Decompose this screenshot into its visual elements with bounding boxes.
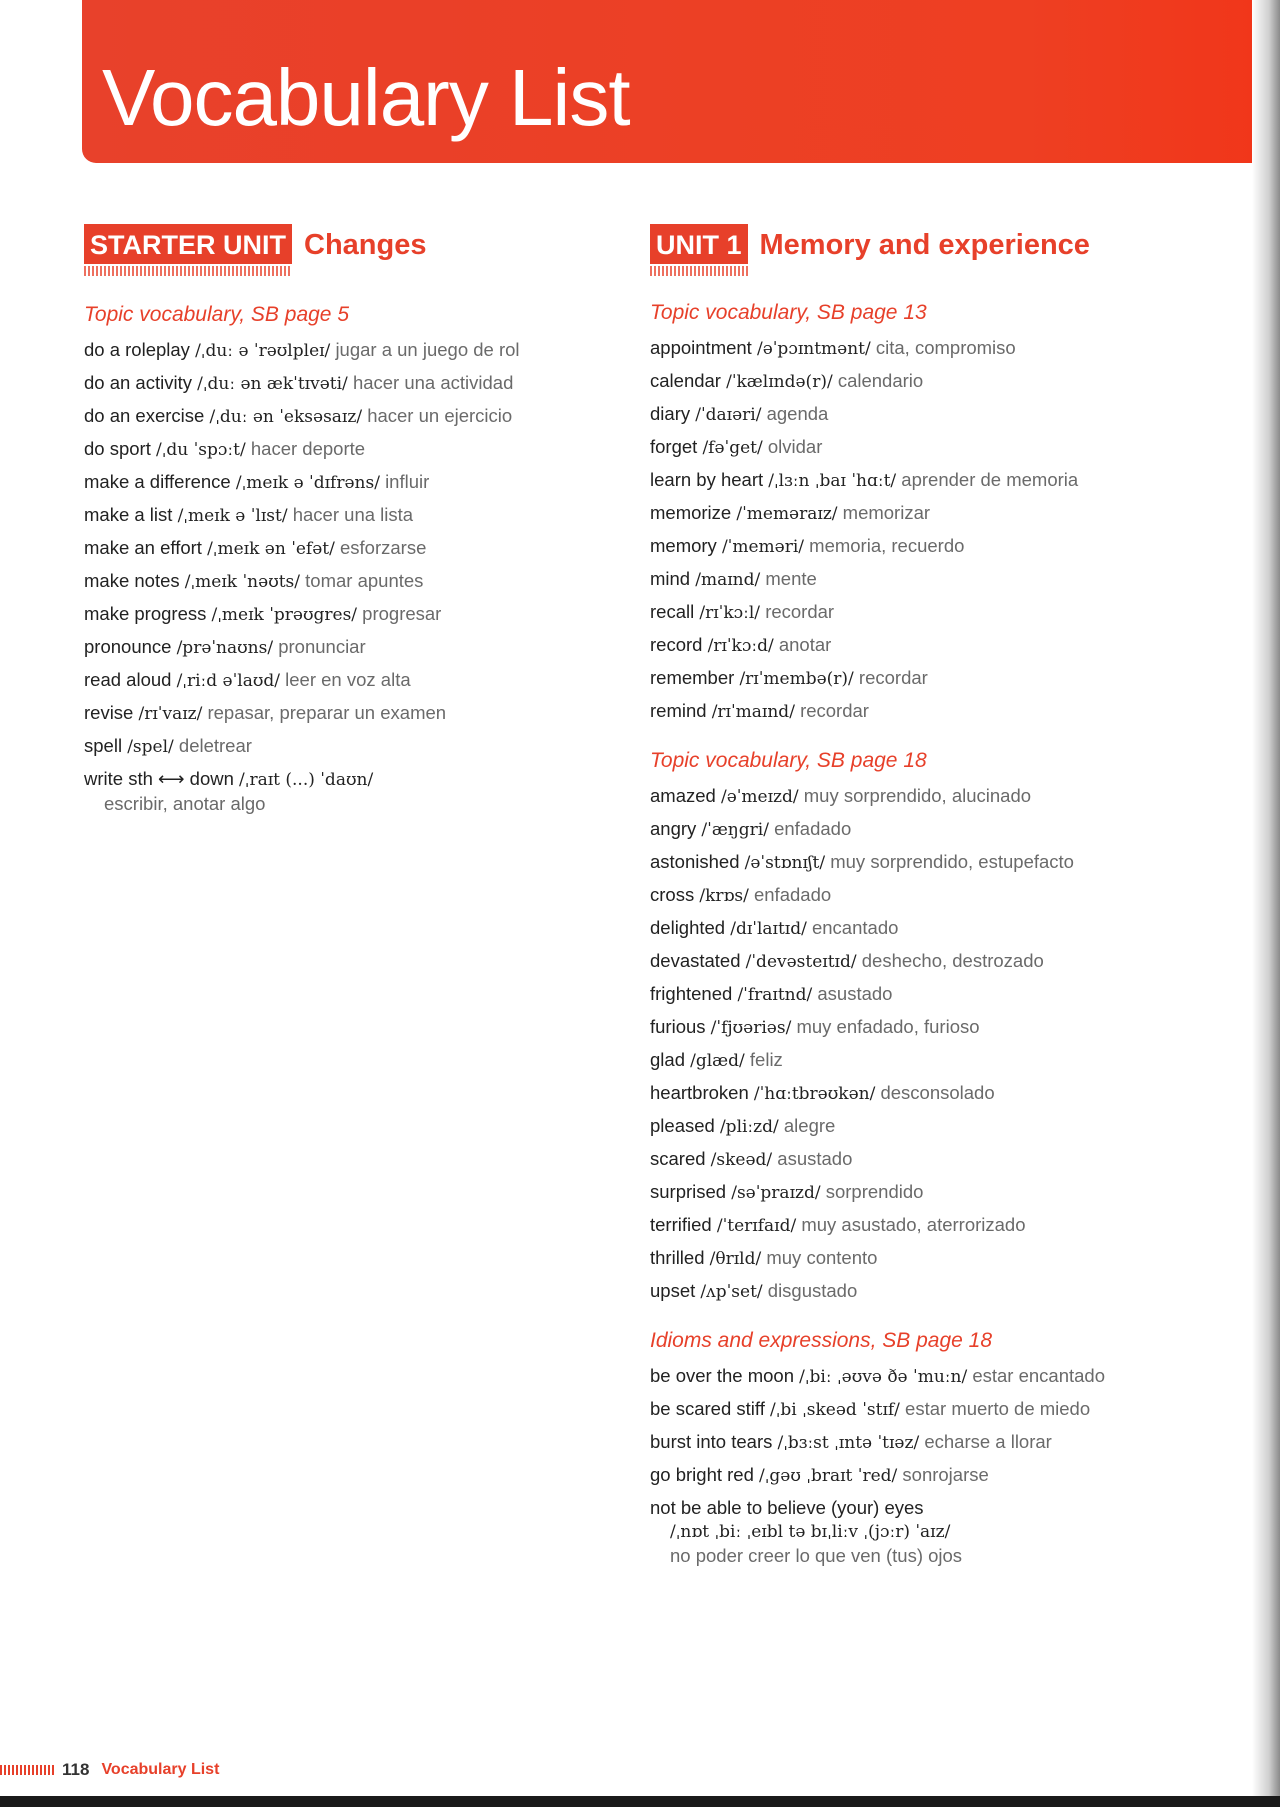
vocab-ipa: /ˌduː ən ˈeksəsaɪz/ xyxy=(209,407,363,427)
vocab-entry xyxy=(650,1426,1250,1459)
section-title: Idioms and expressions, SB page 18 xyxy=(650,1329,993,1352)
vocab-translation: escribir, anotar algo xyxy=(104,793,266,814)
vocab-word: frightened xyxy=(650,983,733,1004)
vocab-entry xyxy=(84,466,604,499)
entry-list xyxy=(84,334,604,820)
unit-title: Changes xyxy=(304,229,427,261)
vocab-word: delighted xyxy=(650,917,726,938)
vocab-entry xyxy=(650,365,1250,398)
vocab-ipa: /rɪˈkɔːl/ xyxy=(699,603,761,623)
unit-dots xyxy=(84,266,292,276)
page-title: Vocabulary List xyxy=(102,53,630,142)
vocab-entry xyxy=(650,662,1250,695)
vocab-entry xyxy=(650,1143,1250,1176)
vocab-entry xyxy=(84,697,604,730)
footer-label: Vocabulary List xyxy=(101,1761,220,1778)
vocab-word: memorize xyxy=(650,502,732,523)
vocab-ipa: /ˌgəʊ ˌbraɪt ˈred/ xyxy=(759,1466,898,1486)
right-column xyxy=(650,224,1250,1572)
vocab-word: mind xyxy=(650,568,691,589)
vocab-entry xyxy=(650,1459,1250,1492)
vocab-ipa: /ˌduː ə ˈrəʊlpleɪ/ xyxy=(195,341,331,361)
vocab-word: forget xyxy=(650,436,698,457)
vocab-word: spell xyxy=(84,735,123,756)
vocab-entry xyxy=(650,912,1250,945)
left-column xyxy=(84,224,604,820)
vocab-translation: sorprendido xyxy=(825,1181,924,1202)
vocab-translation: muy asustado, aterrorizado xyxy=(801,1214,1026,1235)
vocab-ipa: /əˈpɔɪntmənt/ xyxy=(756,339,871,359)
vocab-word: do sport xyxy=(84,438,151,459)
vocab-translation: anotar xyxy=(778,634,832,655)
vocab-entry xyxy=(650,1077,1250,1110)
vocab-translation: alegre xyxy=(783,1115,836,1136)
vocab-entry xyxy=(650,1242,1250,1275)
unit-tag: UNIT 1 xyxy=(650,224,748,264)
vocab-word: scared xyxy=(650,1148,706,1169)
vocab-word: terrified xyxy=(650,1214,712,1235)
vocab-word: cross xyxy=(650,884,695,905)
vocab-translation: progresar xyxy=(362,603,442,624)
vocab-translation: enfadado xyxy=(753,884,832,905)
vocab-word: make an effort xyxy=(84,537,202,558)
vocab-translation: disgustado xyxy=(767,1280,858,1301)
vocab-ipa: /əˈmeɪzd/ xyxy=(720,787,799,807)
section xyxy=(84,302,604,820)
vocab-word: devastated xyxy=(650,950,741,971)
vocab-entry xyxy=(650,813,1250,846)
vocab-entry xyxy=(84,532,604,565)
vocab-ipa: /ˈfjʊəriəs/ xyxy=(710,1018,792,1038)
page-number: 118 xyxy=(62,1760,90,1779)
vocab-ipa: /ˌdu ˈspɔːt/ xyxy=(156,440,246,460)
vocab-entry xyxy=(650,332,1250,365)
vocab-word: do a roleplay xyxy=(84,339,190,360)
vocab-translation: hacer una lista xyxy=(292,504,414,525)
vocab-entry xyxy=(650,1209,1250,1242)
vocab-entry xyxy=(84,631,604,664)
vocab-ipa: /ˈdevəsteɪtɪd/ xyxy=(745,952,857,972)
vocab-entry xyxy=(650,879,1250,912)
vocab-translation: enfadado xyxy=(774,818,852,839)
vocab-translation: asustado xyxy=(817,983,893,1004)
vocab-ipa: /ˌbi ˌskeəd ˈstɪf/ xyxy=(769,1400,900,1420)
vocab-entry xyxy=(650,563,1250,596)
vocab-word: thrilled xyxy=(650,1247,705,1268)
vocab-translation: estar encantado xyxy=(972,1365,1105,1386)
vocab-word: be scared stiff xyxy=(650,1398,765,1419)
vocab-word: make progress xyxy=(84,603,207,624)
vocab-translation: muy contento xyxy=(766,1247,878,1268)
header-banner xyxy=(82,0,1262,163)
vocab-word: pleased xyxy=(650,1115,715,1136)
vocab-ipa: /ˌriːd əˈlaʊd/ xyxy=(176,671,281,691)
vocab-entry xyxy=(84,400,604,433)
vocab-ipa: /ˌmeɪk ˈprəʊgres/ xyxy=(211,605,358,625)
vocab-entry xyxy=(650,978,1250,1011)
vocab-ipa: /ˈfraɪtnd/ xyxy=(737,985,813,1005)
vocab-translation: echarse a llorar xyxy=(924,1431,1052,1452)
section-gap xyxy=(650,728,1250,748)
vocab-translation: pronunciar xyxy=(278,636,366,657)
vocab-word: pronounce xyxy=(84,636,172,657)
section-title: Topic vocabulary, SB page 13 xyxy=(650,301,927,324)
unit-tag: STARTER UNIT xyxy=(84,224,292,264)
section xyxy=(650,748,1250,1308)
vocab-ipa: /ˌbɜːst ˌɪntə ˈtɪəz/ xyxy=(777,1433,920,1453)
vocab-word: remember xyxy=(650,667,735,688)
vocab-entry xyxy=(650,780,1250,813)
vocab-ipa: /ˌmeɪk ˈnəʊts/ xyxy=(184,572,301,592)
vocab-word: not be able to believe (your) eyes xyxy=(650,1497,924,1518)
vocab-ipa: /ˌmeɪk ən ˈefət/ xyxy=(207,539,335,559)
vocab-word: make a difference xyxy=(84,471,231,492)
vocab-entry xyxy=(650,1275,1250,1308)
vocab-word: read aloud xyxy=(84,669,172,690)
vocab-word: make notes xyxy=(84,570,180,591)
vocab-translation: memorizar xyxy=(842,502,931,523)
vocab-ipa: /səˈpraɪzd/ xyxy=(731,1183,821,1203)
footer-dots xyxy=(0,1765,56,1775)
vocab-translation: hacer una actividad xyxy=(352,372,514,393)
vocab-entry xyxy=(650,464,1250,497)
vocab-translation: esforzarse xyxy=(340,537,427,558)
unit-heading xyxy=(650,224,1250,284)
vocab-word: be over the moon xyxy=(650,1365,794,1386)
vocab-entry xyxy=(650,431,1250,464)
vocab-ipa: /spel/ xyxy=(127,737,174,757)
bottom-scan-edge xyxy=(0,1796,1280,1807)
vocab-entry xyxy=(84,565,604,598)
entry-list xyxy=(650,332,1250,728)
vocab-ipa: /maɪnd/ xyxy=(695,570,761,590)
vocab-translation: hacer deporte xyxy=(250,438,366,459)
vocab-translation: desconsolado xyxy=(880,1082,995,1103)
vocab-ipa: /rɪˈmembə(r)/ xyxy=(739,669,854,689)
vocab-word: appointment xyxy=(650,337,752,358)
vocab-word: go bright red xyxy=(650,1464,754,1485)
vocab-translation: feliz xyxy=(749,1049,783,1070)
vocab-ipa: /skeəd/ xyxy=(710,1150,773,1170)
vocab-entry xyxy=(650,1176,1250,1209)
vocab-ipa: /ˌduː ən ækˈtɪvəti/ xyxy=(197,374,348,394)
vocab-translation: muy sorprendido, alucinado xyxy=(803,785,1032,806)
vocab-translation: influir xyxy=(385,471,430,492)
vocab-entry xyxy=(650,695,1250,728)
vocab-ipa: /ʌpˈset/ xyxy=(700,1282,763,1302)
page-footer xyxy=(0,1757,219,1783)
vocab-entry xyxy=(650,398,1250,431)
vocab-ipa: /ˈhɑːtbrəʊkən/ xyxy=(753,1084,876,1104)
vocab-entry xyxy=(650,1011,1250,1044)
vocab-entry xyxy=(650,1360,1250,1393)
vocab-translation: olvidar xyxy=(767,436,823,457)
vocab-word: surprised xyxy=(650,1181,727,1202)
entry-list xyxy=(650,780,1250,1308)
vocab-word: do an exercise xyxy=(84,405,205,426)
vocab-word: angry xyxy=(650,818,697,839)
vocab-entry xyxy=(84,763,604,820)
vocab-translation: deshecho, destrozado xyxy=(861,950,1044,971)
vocab-translation: mente xyxy=(765,568,817,589)
vocab-entry xyxy=(84,433,604,466)
vocab-ipa: /rɪˈmaɪnd/ xyxy=(711,702,795,722)
section xyxy=(650,300,1250,728)
vocab-word: revise xyxy=(84,702,134,723)
vocab-ipa: /krɒs/ xyxy=(699,886,749,906)
vocab-ipa: /glæd/ xyxy=(690,1051,745,1071)
vocab-ipa: /ˌmeɪk ə ˈlɪst/ xyxy=(177,506,288,526)
vocab-entry xyxy=(650,1492,1250,1572)
vocab-word: learn by heart xyxy=(650,469,764,490)
vocab-translation: asustado xyxy=(777,1148,853,1169)
vocab-ipa: /ˌmeɪk ə ˈdɪfrəns/ xyxy=(235,473,380,493)
vocab-translation: muy enfadado, furioso xyxy=(796,1016,980,1037)
vocab-ipa: /ˌraɪt (...) ˈdaʊn/ xyxy=(239,770,374,790)
vocab-word: calendar xyxy=(650,370,721,391)
unit-tag-wrap xyxy=(650,224,748,276)
section-title: Topic vocabulary, SB page 18 xyxy=(650,749,927,772)
vocab-entry xyxy=(84,730,604,763)
vocab-word: write sth ⟷ down xyxy=(84,768,234,789)
vocab-ipa: /prəˈnaʊns/ xyxy=(176,638,274,658)
vocab-word: remind xyxy=(650,700,707,721)
vocab-translation: repasar, preparar un examen xyxy=(207,702,447,723)
vocab-ipa: /ˌlɜːn ˌbaɪ ˈhɑːt/ xyxy=(768,471,897,491)
vocab-translation: encantado xyxy=(811,917,899,938)
vocab-ipa: /ˈkælɪndə(r)/ xyxy=(726,372,833,392)
entry-list xyxy=(650,1360,1250,1572)
vocab-word: burst into tears xyxy=(650,1431,773,1452)
vocab-ipa: /ˈmeməri/ xyxy=(721,537,805,557)
vocab-ipa: /rɪˈvaɪz/ xyxy=(138,704,203,724)
vocab-ipa: /fəˈget/ xyxy=(702,438,763,458)
vocab-entry xyxy=(650,629,1250,662)
vocab-word: memory xyxy=(650,535,717,556)
vocab-translation: calendario xyxy=(837,370,924,391)
vocab-word: heartbroken xyxy=(650,1082,749,1103)
vocab-entry xyxy=(650,846,1250,879)
vocab-ipa: /ˌnɒt ˌbiː ˌeɪbl tə bɪˌliːv ˌ(jɔːr) ˈaɪz/ xyxy=(670,1522,951,1542)
section-gap xyxy=(650,1308,1250,1328)
vocab-translation: cita, compromiso xyxy=(875,337,1016,358)
section xyxy=(650,1328,1250,1572)
vocab-word: amazed xyxy=(650,785,716,806)
section-title: Topic vocabulary, SB page 5 xyxy=(84,303,350,326)
vocab-ipa: /ˈmeməraɪz/ xyxy=(736,504,838,524)
vocab-entry xyxy=(650,530,1250,563)
vocab-translation: leer en voz alta xyxy=(285,669,411,690)
unit-tag-wrap xyxy=(84,224,292,276)
vocab-translation: muy sorprendido, estupefacto xyxy=(830,851,1074,872)
vocab-ipa: /pliːzd/ xyxy=(719,1117,779,1137)
vocab-word: astonished xyxy=(650,851,740,872)
vocab-entry xyxy=(650,497,1250,530)
vocab-ipa: /ˈæŋgri/ xyxy=(701,820,769,840)
vocab-ipa: /ˈdaɪəri/ xyxy=(695,405,762,425)
vocab-word: upset xyxy=(650,1280,696,1301)
vocab-translation: memoria, recuerdo xyxy=(809,535,965,556)
vocab-entry xyxy=(84,334,604,367)
unit-heading xyxy=(84,224,604,284)
vocab-entry xyxy=(650,1393,1250,1426)
vocab-ipa: /ˌbiː ˌəʊvə ðə ˈmuːn/ xyxy=(799,1367,968,1387)
vocab-entry xyxy=(84,664,604,697)
vocab-ipa: /ˈterɪfaɪd/ xyxy=(716,1216,797,1236)
vocab-translation: aprender de memoria xyxy=(901,469,1079,490)
vocab-entry xyxy=(84,499,604,532)
vocab-word: diary xyxy=(650,403,691,424)
vocab-word: record xyxy=(650,634,703,655)
vocab-ipa: /əˈstɒnɪʃt/ xyxy=(744,853,826,873)
vocab-entry xyxy=(650,1110,1250,1143)
vocab-translation: tomar apuntes xyxy=(305,570,424,591)
vocab-entry xyxy=(84,598,604,631)
vocab-word: recall xyxy=(650,601,695,622)
vocab-translation: recordar xyxy=(800,700,869,721)
vocab-translation: agenda xyxy=(766,403,829,424)
vocab-translation: estar muerto de miedo xyxy=(905,1398,1091,1419)
vocab-translation: recordar xyxy=(765,601,835,622)
vocab-ipa: /rɪˈkɔːd/ xyxy=(707,636,774,656)
vocab-ipa: /dɪˈlaɪtɪd/ xyxy=(730,919,807,939)
vocab-translation: hacer un ejercicio xyxy=(367,405,513,426)
vocab-translation: deletrear xyxy=(178,735,252,756)
vocab-translation: recordar xyxy=(858,667,928,688)
vocab-word: make a list xyxy=(84,504,173,525)
vocab-word: furious xyxy=(650,1016,706,1037)
vocab-entry xyxy=(650,1044,1250,1077)
vocab-ipa: /θrɪld/ xyxy=(709,1249,762,1269)
vocab-translation: jugar a un juego de rol xyxy=(335,339,520,360)
vocab-word: glad xyxy=(650,1049,685,1070)
vocab-word: do an activity xyxy=(84,372,192,393)
vocab-translation: sonrojarse xyxy=(902,1464,989,1485)
vocab-entry xyxy=(84,367,604,400)
book-spine-shadow xyxy=(1252,0,1280,1807)
unit-title: Memory and experience xyxy=(759,229,1090,261)
unit-dots xyxy=(650,266,748,276)
vocab-entry xyxy=(650,596,1250,629)
vocab-translation: no poder creer lo que ven (tus) ojos xyxy=(670,1545,963,1566)
vocab-entry xyxy=(650,945,1250,978)
